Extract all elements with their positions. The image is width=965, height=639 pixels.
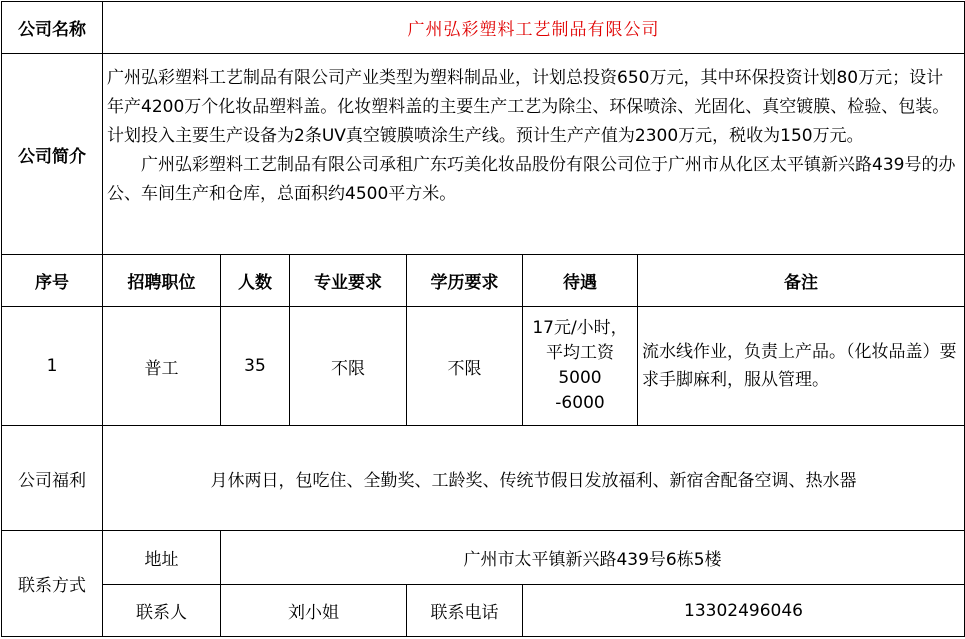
company-intro-row	[2, 54, 965, 255]
job-count: 35	[221, 307, 290, 426]
welfare-text: 月休两日，包吃住、全勤奖、工龄奖、传统节假日发放福利、新宿舍配备空调、热水器	[103, 426, 965, 531]
company-name-label: 公司名称	[2, 2, 103, 54]
header-major: 专业要求	[290, 255, 407, 307]
job-education: 不限	[407, 307, 523, 426]
table-row	[2, 307, 965, 426]
header-education: 学历要求	[407, 255, 523, 307]
header-note: 备注	[638, 255, 965, 307]
company-intro-label: 公司简介	[2, 54, 103, 255]
welfare-label: 公司福利	[2, 426, 103, 531]
intro-paragraph-2: 广州弘彩塑料工艺制品有限公司承租广东巧美化妆品股份有限公司位于广州市从化区太平镇新兴路439号的办公、车间生产和仓库，总面积约4500平方米。	[107, 155, 956, 204]
address-value: 广州市太平镇新兴路439号6栋5楼	[221, 531, 965, 585]
phone-label: 联系电话	[407, 585, 523, 637]
header-count: 人数	[221, 255, 290, 307]
company-name-row	[2, 2, 965, 54]
phone-value: 13302496046	[523, 585, 965, 637]
jobs-header-row	[2, 255, 965, 307]
contact-label: 联系方式	[2, 531, 103, 637]
header-no: 序号	[2, 255, 103, 307]
welfare-row	[2, 426, 965, 531]
person-value: 刘小姐	[221, 585, 407, 637]
contact-person-row	[2, 585, 965, 637]
job-position: 普工	[103, 307, 221, 426]
recruitment-table	[1, 1, 965, 637]
contact-address-row	[2, 531, 965, 585]
company-name: 广州弘彩塑料工艺制品有限公司	[103, 2, 965, 54]
job-no: 1	[2, 307, 103, 426]
header-position: 招聘职位	[103, 255, 221, 307]
address-label: 地址	[103, 531, 221, 585]
company-intro	[103, 54, 965, 255]
pay-line: -6000	[555, 393, 605, 413]
job-note: 流水线作业，负责上产品。（化妆品盖）要求手脚麻利，服从管理。	[638, 307, 965, 426]
intro-paragraph-1: 广州弘彩塑料工艺制品有限公司产业类型为塑料制品业，计划总投资650万元，其中环保投资计划80万元；设计年产4200万个化妆品塑料盖。化妆塑料盖的主要生产工艺为除尘、环保喷涂、光固化、真空镀膜、检验、包装。计划投入主要生产设备为2条UV真空镀膜喷涂生产线。预计生产产值为2300万元，税收为150万元。	[107, 68, 950, 146]
pay-line: 5000	[558, 368, 602, 388]
pay-line: 17元/小时，	[532, 318, 628, 338]
header-pay: 待遇	[523, 255, 638, 307]
person-label: 联系人	[103, 585, 221, 637]
pay-line: 平均工资	[546, 343, 614, 363]
job-major: 不限	[290, 307, 407, 426]
job-pay	[523, 307, 638, 426]
